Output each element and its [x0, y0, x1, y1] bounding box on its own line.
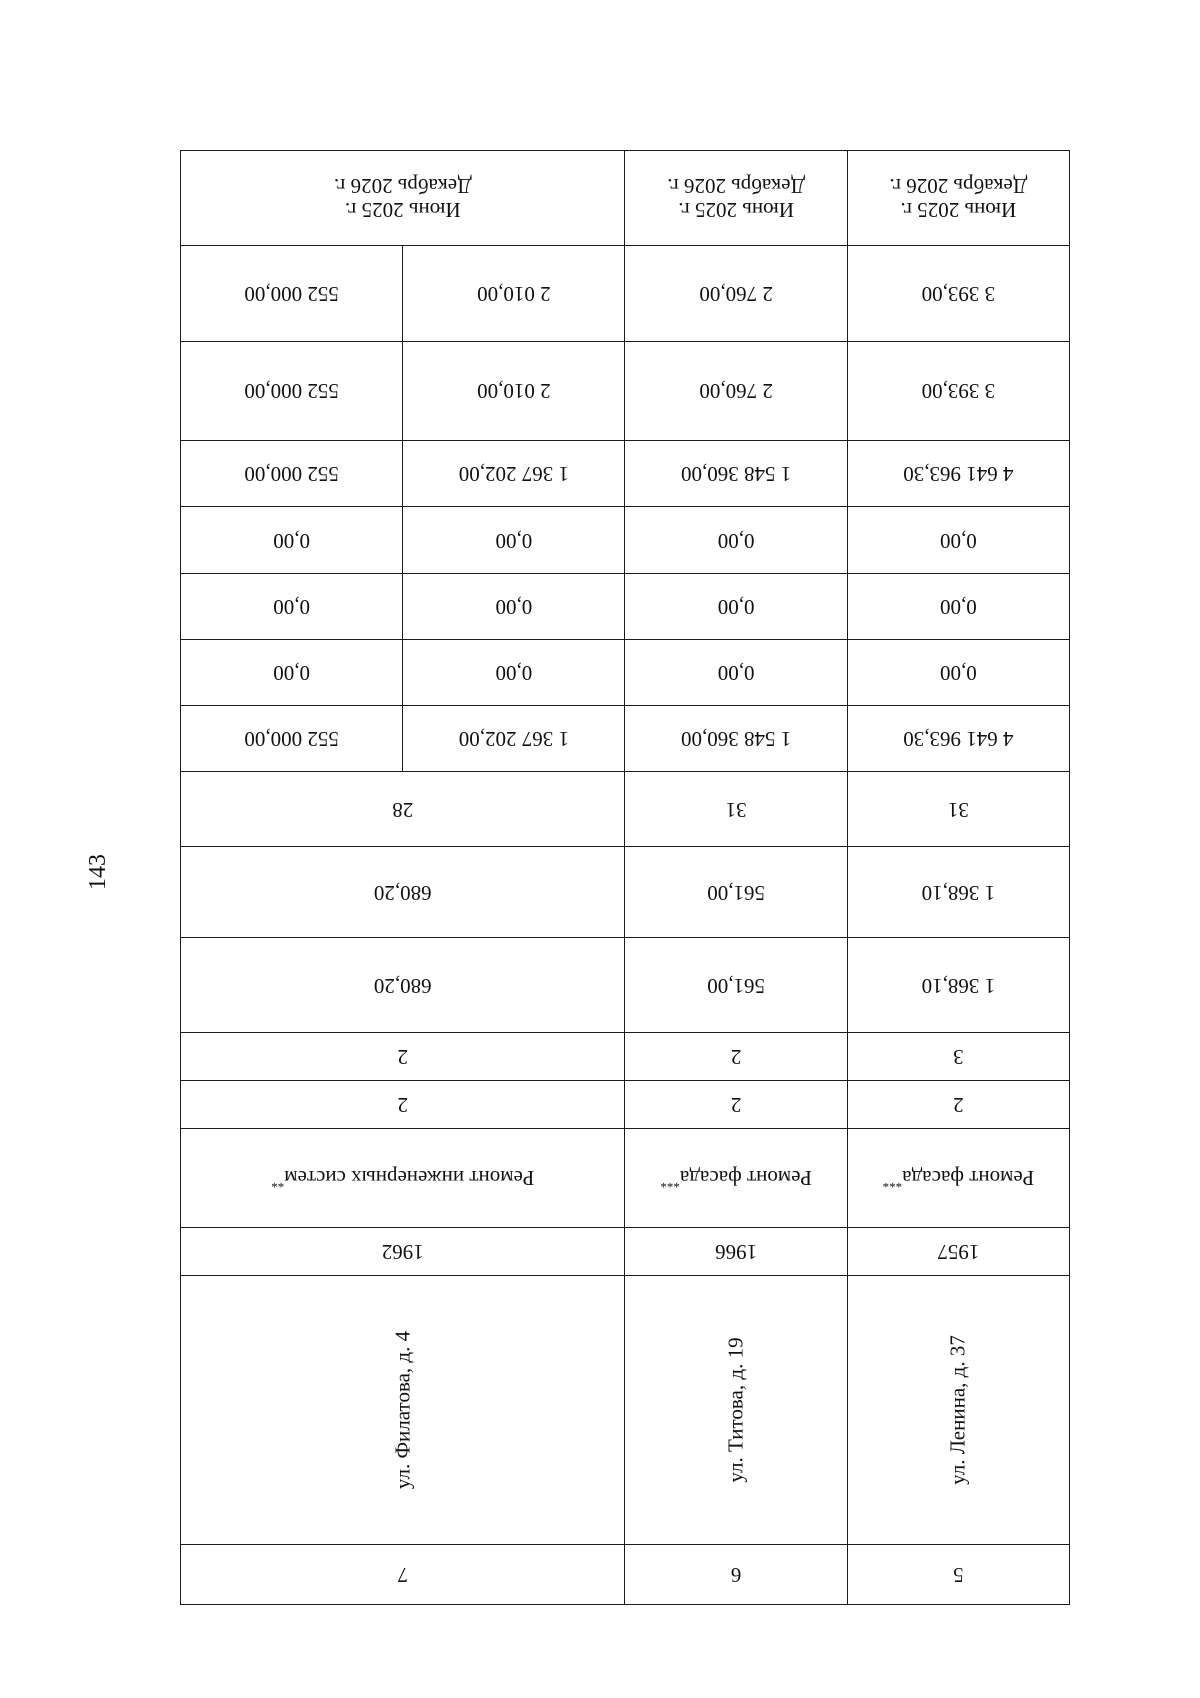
cell-unit2-7b: 552 000,00: [181, 246, 403, 341]
cell-cost-total2-7b: 552 000,00: [181, 441, 403, 507]
cell-period-6: [625, 151, 847, 246]
cell-zero3-5: 0,00: [847, 507, 1069, 573]
page-number: 143: [85, 854, 111, 890]
row-zero-3: [181, 507, 1070, 573]
row-address: [181, 1275, 1070, 1544]
cell-num-6: 6: [625, 1544, 847, 1604]
footnote-mark: ***: [882, 1176, 903, 1192]
cell-unit1-7b: 552 000,00: [181, 341, 403, 440]
works-table: [180, 150, 1070, 1605]
address-text: ул. Титова, д. 19: [723, 1337, 748, 1483]
period-start: Июнь 2025 г.: [900, 198, 1017, 223]
cell-unit1-5: 3 393,00: [847, 341, 1069, 440]
address-text: ул. Филатова, д. 4: [390, 1330, 415, 1489]
cell-period-7: [181, 151, 626, 246]
row-c2: [181, 1033, 1070, 1081]
footnote-mark: **: [271, 1176, 285, 1192]
row-cost-total: [181, 706, 1070, 772]
cell-area1-5: 1 368,10: [847, 938, 1069, 1033]
period-start: Июнь 2025 г.: [344, 198, 461, 223]
cell-zero3-7b: 0,00: [181, 507, 403, 573]
row-number: [181, 1544, 1070, 1604]
cell-cost-total2-7a: 1 367 202,00: [403, 441, 625, 507]
cell-cost-total-7b: 552 000,00: [181, 706, 403, 772]
cell-c2-7: 2: [181, 1033, 626, 1081]
cell-unit1-6: 2 760,00: [625, 341, 847, 440]
cell-zero2-5: 0,00: [847, 573, 1069, 639]
cell-zero1-5: 0,00: [847, 639, 1069, 705]
cell-cost-total2-6: 1 548 360,00: [625, 441, 847, 507]
row-count: [181, 772, 1070, 847]
work-text: Ремонт инженерных систем: [284, 1166, 535, 1191]
cell-num-5: 5: [847, 1544, 1069, 1604]
row-area1: [181, 938, 1070, 1033]
row-c1: [181, 1081, 1070, 1129]
cell-area2-7: 680,20: [181, 847, 626, 938]
cell-unit2-5: 3 393,00: [847, 246, 1069, 341]
cell-cost-total-6: 1 548 360,00: [625, 706, 847, 772]
cell-cost-total-7a: 1 367 202,00: [403, 706, 625, 772]
address-text: ул. Ленина, д. 37: [945, 1334, 970, 1485]
cell-address-6: [625, 1275, 847, 1544]
row-zero-1: [181, 639, 1070, 705]
row-year: [181, 1228, 1070, 1276]
cell-zero3-6: 0,00: [625, 507, 847, 573]
cell-area1-7: 680,20: [181, 938, 626, 1033]
cell-cost-total2-5: 4 641 963,30: [847, 441, 1069, 507]
cell-unit2-7a: 2 010,00: [403, 246, 625, 341]
cell-count-7: 28: [181, 772, 626, 847]
period-start: Июнь 2025 г.: [678, 198, 794, 223]
cell-year-7: 1962: [181, 1228, 626, 1276]
row-work: [181, 1128, 1070, 1227]
cell-count-5: 31: [847, 772, 1069, 847]
cell-year-6: 1966: [625, 1228, 847, 1276]
cell-area2-5: 1 368,10: [847, 847, 1069, 938]
cell-unit2-6: 2 760,00: [625, 246, 847, 341]
cell-zero1-6: 0,00: [625, 639, 847, 705]
cell-c2-5: 3: [847, 1033, 1069, 1081]
cell-c1-5: 2: [847, 1081, 1069, 1129]
cell-address-7: [181, 1275, 626, 1544]
cell-area2-6: 561,00: [625, 847, 847, 938]
cell-zero1-7a: 0,00: [403, 639, 625, 705]
cell-count-6: 31: [625, 772, 847, 847]
cell-unit1-7a: 2 010,00: [403, 341, 625, 440]
cell-zero2-6: 0,00: [625, 573, 847, 639]
cell-num-7: 7: [181, 1544, 626, 1604]
cell-c1-7: 2: [181, 1081, 626, 1129]
cell-year-5: 1957: [847, 1228, 1069, 1276]
period-end: Декабрь 2026 г.: [667, 174, 806, 199]
work-text: Ремонт фасада: [902, 1166, 1035, 1191]
row-zero-2: [181, 573, 1070, 639]
cell-work-5: [847, 1128, 1069, 1227]
row-unit-cost-1: [181, 341, 1070, 440]
cell-address-5: [847, 1275, 1069, 1544]
cell-area1-6: 561,00: [625, 938, 847, 1033]
rotated-table-sheet: [180, 150, 1070, 1605]
work-text: Ремонт фасада: [679, 1166, 812, 1191]
period-end: Декабрь 2026 г.: [889, 174, 1028, 199]
period-end: Декабрь 2026 г.: [333, 174, 472, 199]
cell-cost-total-5: 4 641 963,30: [847, 706, 1069, 772]
row-period: [181, 151, 1070, 246]
cell-work-6: [625, 1128, 847, 1227]
cell-period-5: [847, 151, 1069, 246]
cell-zero3-7a: 0,00: [403, 507, 625, 573]
cell-zero2-7b: 0,00: [181, 573, 403, 639]
cell-work-7: [181, 1128, 626, 1227]
row-unit-cost-2: [181, 246, 1070, 341]
footnote-mark: ***: [660, 1176, 680, 1192]
row-cost-total-2: [181, 441, 1070, 507]
cell-c1-6: 2: [625, 1081, 847, 1129]
cell-zero1-7b: 0,00: [181, 639, 403, 705]
cell-zero2-7a: 0,00: [403, 573, 625, 639]
row-area2: [181, 847, 1070, 938]
cell-c2-6: 2: [625, 1033, 847, 1081]
